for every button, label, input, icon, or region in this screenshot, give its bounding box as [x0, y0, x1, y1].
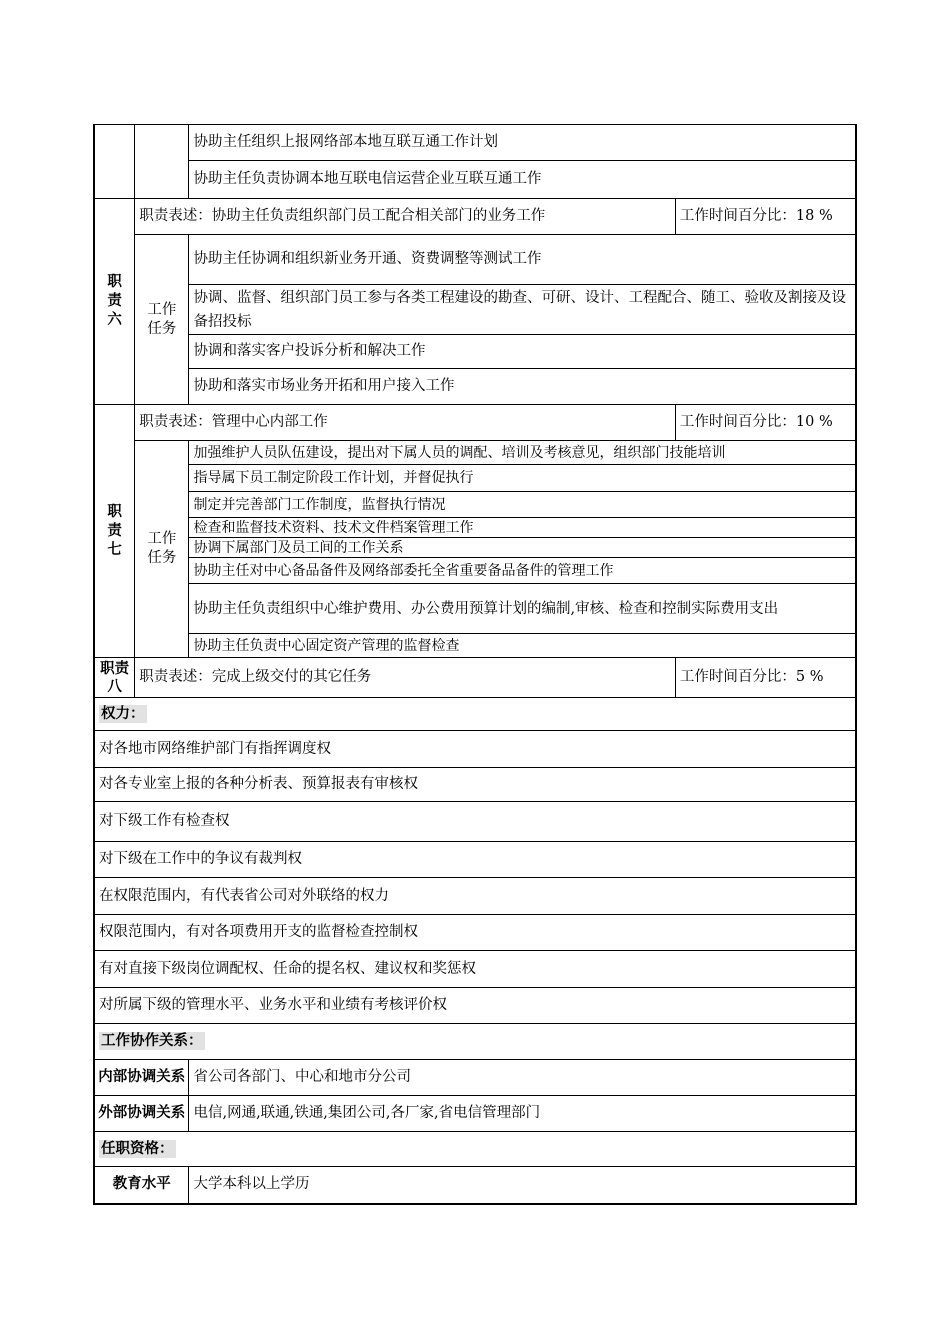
duty8-description: 职责表述：完成上级交付的其它任务 [135, 658, 676, 698]
duty8-time-percentage: 工作时间百分比：5 % [675, 658, 856, 698]
duty7-description: 职责表述：管理中心内部工作 [135, 405, 676, 441]
education-label: 教育水平 [94, 1167, 189, 1204]
duty7-task-label-text: 工作任务 [147, 531, 177, 566]
external-relations-label: 外部协调关系 [94, 1096, 189, 1132]
task-item: 协助主任负责中心固定资产管理的监督检查 [189, 634, 856, 658]
task-item: 协调下属部门及员工间的工作关系 [189, 538, 856, 558]
job-description-document [93, 124, 857, 1205]
duty6-time-percentage: 工作时间百分比：18 % [675, 199, 856, 235]
duty8-title [94, 658, 135, 698]
task-item: 协助主任对中心备品备件及网络部委托全省重要备品备件的管理工作 [189, 558, 856, 584]
table-row [94, 518, 856, 538]
table-row [94, 658, 856, 698]
job-description-table [93, 124, 857, 1205]
power-item: 对下级在工作中的争议有裁判权 [94, 842, 856, 878]
table-row [94, 492, 856, 518]
duty6-task-label-text: 工作任务 [147, 301, 177, 337]
qualifications-heading [94, 1132, 856, 1167]
table-row [94, 1096, 856, 1132]
table-row [94, 634, 856, 658]
task-item: 协助主任负责组织中心维护费用、办公费用预算计划的编制,审核、检查和控制实际费用支出 [189, 584, 856, 634]
task-item: 检查和监督技术资料、技术文件档案管理工作 [189, 518, 856, 538]
table-row [94, 698, 856, 731]
table-row [94, 1167, 856, 1204]
table-row [94, 335, 856, 369]
power-item: 对各专业室上报的各种分析表、预算报表有审核权 [94, 768, 856, 802]
table-row [94, 538, 856, 558]
table-row [94, 235, 856, 285]
duty6-title [94, 199, 135, 405]
powers-heading-text: 权力： [101, 705, 145, 722]
task-item: 协助主任组织上报网络部本地互联互通工作计划 [189, 125, 856, 161]
task-label-cell [135, 125, 189, 199]
external-relations-value: 电信,网通,联通,铁通,集团公司,各厂家,省电信管理部门 [189, 1096, 856, 1132]
table-row [94, 802, 856, 842]
duty8-title-text: 职责八 [100, 660, 130, 695]
power-item: 有对直接下级岗位调配权、任命的提名权、建议权和奖惩权 [94, 951, 856, 988]
table-row [94, 731, 856, 768]
task-item: 协调、监督、组织部门员工参与各类工程建设的勘查、可研、设计、工程配合、随工、验收及割接及设备招投标 [189, 285, 856, 335]
duty-title-cell [94, 125, 135, 199]
table-row [94, 161, 856, 199]
education-value: 大学本科以上学历 [189, 1167, 856, 1204]
duty6-task-label [135, 235, 189, 405]
table-row [94, 1132, 856, 1167]
table-row [94, 988, 856, 1024]
table-row [94, 199, 856, 235]
table-row [94, 558, 856, 584]
task-item: 加强维护人员队伍建设，提出对下属人员的调配、培训及考核意见，组织部门技能培训 [189, 441, 856, 465]
task-item: 制定并完善部门工作制度，监督执行情况 [189, 492, 856, 518]
table-row [94, 842, 856, 878]
table-row [94, 285, 856, 335]
task-item: 协调和落实客户投诉分析和解决工作 [189, 335, 856, 369]
duty7-title-text: 职责七 [107, 503, 122, 558]
table-row [94, 584, 856, 634]
duty7-title [94, 405, 135, 658]
relations-heading-text: 工作协作关系： [101, 1033, 203, 1049]
duty6-title-text: 职责六 [107, 274, 122, 328]
table-row [94, 1060, 856, 1096]
table-row [94, 465, 856, 492]
table-row [94, 878, 856, 915]
table-row [94, 768, 856, 802]
power-item: 对下级工作有检查权 [94, 802, 856, 842]
task-item: 协助主任负责协调本地互联电信运营企业互联互通工作 [189, 161, 856, 199]
power-item: 在权限范围内，有代表省公司对外联络的权力 [94, 878, 856, 915]
table-row [94, 405, 856, 441]
table-row [94, 125, 856, 161]
task-item: 协助主任协调和组织新业务开通、资费调整等测试工作 [189, 235, 856, 285]
task-item: 指导属下员工制定阶段工作计划，并督促执行 [189, 465, 856, 492]
task-item: 协助和落实市场业务开拓和用户接入工作 [189, 369, 856, 405]
power-item: 对所属下级的管理水平、业务水平和业绩有考核评价权 [94, 988, 856, 1024]
duty7-time-percentage: 工作时间百分比：10 % [675, 405, 856, 441]
table-row [94, 951, 856, 988]
power-item: 对各地市网络维护部门有指挥调度权 [94, 731, 856, 768]
duty7-task-label [135, 441, 189, 658]
duty6-description: 职责表述：协助主任负责组织部门员工配合相关部门的业务工作 [135, 199, 676, 235]
qualifications-heading-text: 任职资格： [101, 1140, 174, 1157]
table-row [94, 1024, 856, 1060]
table-row [94, 441, 856, 465]
internal-relations-label: 内部协调关系 [94, 1060, 189, 1096]
powers-heading [94, 698, 856, 731]
power-item: 权限范围内，有对各项费用开支的监督检查控制权 [94, 915, 856, 951]
relations-heading [94, 1024, 856, 1060]
internal-relations-value: 省公司各部门、中心和地市分公司 [189, 1060, 856, 1096]
table-row [94, 915, 856, 951]
table-row [94, 369, 856, 405]
